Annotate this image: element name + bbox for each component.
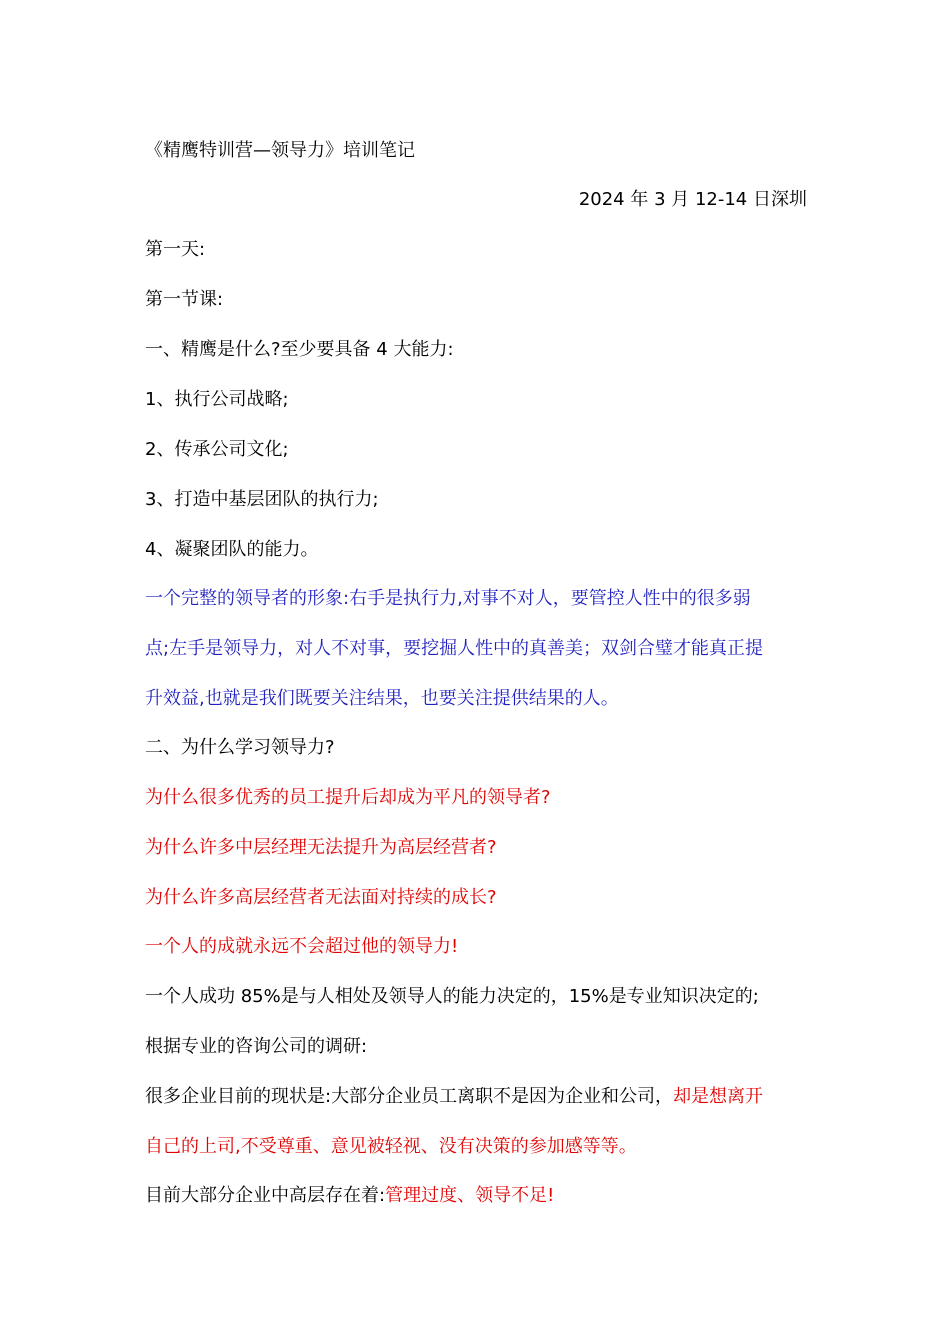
section1-heading: 一、精鹰是什么?至少要具备 4 大能力: [145,339,454,360]
ability-item: 3、打造中基层团队的执行力; [145,489,379,510]
document-title: 《精鹰特训营—领导力》培训笔记 [145,140,415,161]
question-item: 一个人的成就永远不会超过他的领导力! [145,936,459,957]
question-item: 为什么很多优秀的员工提升后却成为平凡的领导者? [145,787,551,808]
lesson-heading: 第一节课: [145,289,224,310]
management-black-text: 目前大部分企业中高层存在着: [145,1185,386,1206]
question-item: 为什么许多中层经理无法提升为高层经营者? [145,837,497,858]
status-red-text: 却是想离开 [673,1086,764,1107]
ability-item: 2、传承公司文化; [145,439,289,460]
day-heading: 第一天: [145,239,206,260]
success-ratio: 一个人成功 85%是与人相处及领导人的能力决定的，15%是专业知识决定的; [145,986,759,1007]
date-place: 2024 年 3 月 12-14 日深圳 [578,189,807,210]
leader-image-line: 点;左手是领导力，对人不对事，要挖掘人性中的真善美；双剑合璧才能真正提 [145,638,764,659]
ability-item: 1、执行公司战略; [145,389,289,410]
management-red-text: 管理过度、领导不足! [385,1185,555,1206]
research-line: 根据专业的咨询公司的调研: [145,1036,368,1057]
management-line [145,1185,810,1207]
status-black-text: 很多企业目前的现状是:大部分企业员工离职不是因为企业和公司， [145,1086,674,1107]
question-item: 为什么许多高层经营者无法面对持续的成长? [145,887,497,908]
leader-image-line: 升效益,也就是我们既要关注结果，也要关注提供结果的人。 [145,688,619,709]
status-line-continued: 自己的上司,不受尊重、意见被轻视、没有决策的参加感等等。 [145,1136,637,1157]
section2-heading: 二、为什么学习领导力? [145,737,335,758]
status-line [145,1086,810,1108]
leader-image-line: 一个完整的领导者的形象:右手是执行力,对事不对人，要管控人性中的很多弱 [145,588,751,609]
ability-item: 4、凝聚团队的能力。 [145,539,319,560]
